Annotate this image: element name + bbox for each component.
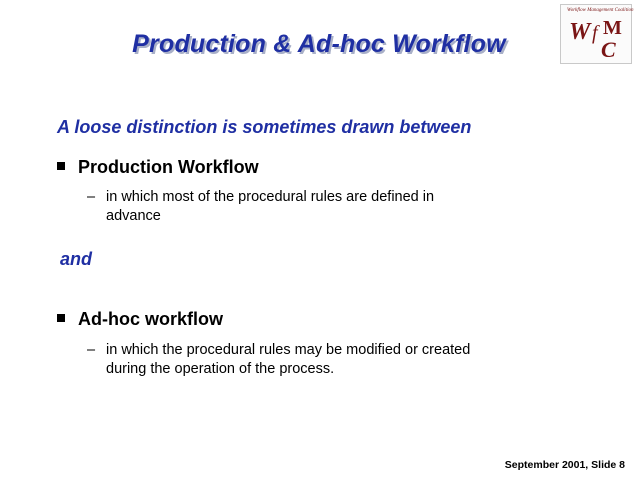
wfmc-logo — [560, 4, 632, 64]
bullet-production-workflow — [57, 157, 259, 178]
logo-letter-m: M — [603, 17, 622, 39]
square-bullet-icon — [57, 162, 65, 170]
square-bullet-icon — [57, 314, 65, 322]
logo-caption: Workflow Management Coalition — [567, 8, 634, 13]
bullet-heading: Production Workflow — [78, 157, 259, 177]
detail-line: in which most of the procedural rules are defined in — [106, 189, 435, 205]
bullet-heading: Ad-hoc workflow — [78, 309, 223, 329]
detail-line: in which the procedural rules may be modified or created — [106, 342, 471, 358]
connector-text: and — [60, 249, 93, 269]
bullet-adhoc-detail — [87, 341, 470, 379]
detail-line: during the operation of the process. — [106, 361, 335, 377]
slide-title: Production & Ad-hoc Workflow — [132, 30, 506, 58]
logo-letter-c: C — [601, 37, 616, 62]
dash-icon: – — [87, 342, 96, 358]
logo-mark — [561, 5, 634, 63]
bullet-production-detail — [87, 188, 434, 226]
logo-letter-w: W — [569, 19, 591, 45]
bullet-adhoc-workflow — [57, 309, 223, 330]
dash-icon: – — [87, 189, 96, 205]
detail-line: advance — [106, 208, 161, 224]
logo-letter-f: f — [592, 22, 598, 44]
slide-footer: September 2001, Slide 8 — [504, 459, 625, 471]
intro-text: A loose distinction is sometimes drawn between — [57, 117, 472, 137]
